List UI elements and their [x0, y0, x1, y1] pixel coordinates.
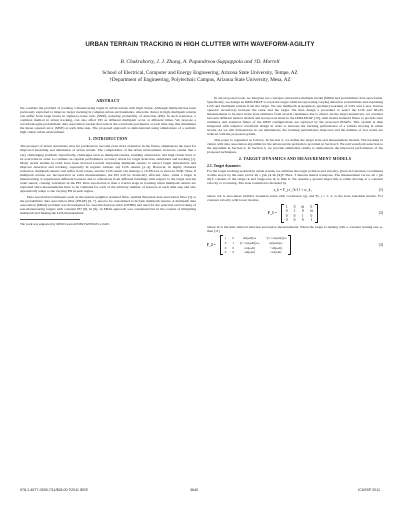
matrix-cell: 0 — [224, 241, 227, 245]
matrix-cell: 0 — [232, 250, 234, 255]
matrix-cell: 1 — [310, 218, 313, 223]
equation-2 — [207, 204, 383, 224]
page-footer — [20, 488, 380, 496]
matrix-cell: −sin(ωδt) — [269, 245, 282, 250]
matrix-cell: sin(ωδt)/ω — [242, 236, 257, 241]
matrix-cell: cos(ωδt) — [244, 245, 256, 250]
matrix-cell: 1 — [232, 241, 234, 245]
matrix-cell: 0 — [310, 213, 313, 218]
matrix-grid — [223, 235, 289, 255]
matrix-cell: sin(ωδt) — [244, 250, 255, 255]
section-2-1-heading: 2.1. Target dynamics — [207, 164, 241, 169]
right-column — [207, 96, 383, 257]
equation-3-lhs: F_2 = — [207, 243, 216, 248]
matrix-cell: 0 — [293, 204, 296, 209]
intro-paragraph-1: The prospect of urban operations, that are predicted to become even more extensive in the future, emphasizes the need for improved modeling and simulation of urban terrain. The complexities of the urban environment, however, render that a very challenging problem. Specifically, challenges such as multipath returns, building obstruction, and high clutter have to be overcome in order to continue on capable performance accuracy levels for target detection, estimation and tracking [1]. Many recent studies in radar have been devoted towards exploiting multipath returns to extract target information and improve detection and tracking, especially in regions without any LOS returns [2–4]. However, in highly cluttered scenarios, multipath returns will suffer from losses, and the LOS return can undergo a 10 dB loss or more in SNR. Thus, if multipath returns are incorporated as valid measurements, the PD will be drastically affected. Also, when a target is maneuvering, it experiences different bounces due to reflections from different buildings with respect to the target and the radar sensor, causing variations in the PD. Data association is thus a crucial stage in tracking when multipath returns are exploited since measurements have to be validated for each of the arbitrary number of bounces at each time step and also dynamically adapt to the varying PD in such region. — [20, 144, 196, 193]
matrix-cell: 1 — [301, 213, 304, 218]
affiliation-1: School of Electrical, Computer and Energy Engineering, Arizona State University, Tempe, AZ — [102, 70, 298, 76]
matrix-cell: 1 — [285, 204, 288, 209]
body-paragraph-2: This paper is organized as follows. In Section 2, we define the target state and measurement models. The tracking in clutter with data association algorithm for the urban terrain problem is provided in Section 3. We add waveform selection to the algorithm in Section 4. In Section 5, we provide simulation results to demonstrate the improved performance of the proposed techniques. — [207, 138, 383, 155]
right-bracket — [315, 204, 318, 224]
matrix-cell: 0 — [293, 218, 296, 223]
equation-3-number: (3) — [378, 243, 383, 248]
equation-2-lhs: F_1 = — [268, 211, 277, 216]
intro-paragraph-2: Data association techniques such as the nearest neighbor standard filter, optimal Bayesian data association filter [5] or the probabilistic data association filter (PDAF) [6, 7], need to be customized to include multipath returns. A multipath data association (MDA) problem was investigated for over-the-horizon-radar (OTHR) and used for the selection and tracking of non-maneuvering targets with constant PD [8]. In [9], an MDA approach was considered but in the context of mitigating multipath and finding the LOS measurement. — [20, 194, 196, 215]
body-paragraph-3: For the target tracking problem in urban terrain, we estimate the target position and velocity, given in Cartesian coordinates at time step k by the state vector xk = [xk yk ẋk ẏk]T. Here, T denotes matrix transpose. The measurement vector, zk = [rk rk̇]T, consists of the range rk and range-rate ṙk at time k. We assume a ground target that is either moving at a constant velocity or is turning. The state transition is modeled by — [207, 169, 383, 186]
abstract-heading: ABSTRACT — [96, 98, 120, 103]
matrix-cell: cos(ωδt) — [270, 250, 282, 255]
left-column — [20, 96, 196, 226]
matrix-cell: −(1−cos(ωδt))/ω — [265, 236, 287, 241]
matrix-cell: 0 — [232, 236, 234, 241]
matrix-cell: 0 — [232, 245, 234, 250]
matrix-cell: (1−cos(ωδt))/ω — [239, 241, 260, 245]
body-paragraph-5: where δt is the time interval between successive measurements. When the target is turning with a constant turning rate ω, then [11] — [207, 225, 383, 234]
body-paragraph-1: In our proposed work, we integrate two concepts, interactive multiple model (IMM) and probabilistic data association. Specifically, we design an IMM-PDAF to track the target while incorporating varying detection probabilities and exploiting LOS and multipath returns from the target. We use multipath propagation, geometry-learning of LOS and a new bounce operator recursively between the radar and the target. We then design a procedure to select the LOS and NLOS measurements to be used in the state estimator from several candidates due to clutter. As the target maneuvers, we consider between different motion models and incorporate them in the IMM-PDAF [10], with model standard filters to provide state estimates and standard filters of the IMM configurations are replaced by the proposed PDAFs. This system is then integrated with adaptive waveform design in order to increase the tracking performance of a vehicle moving in urban terrain. As we will demonstrate in our simulations, the tracking performance improves and the number of lost tracks are reduced with the proposed system. — [207, 96, 383, 137]
matrix-cell: δt — [301, 204, 305, 209]
matrix-cell: 0 — [224, 250, 227, 255]
matrix-cell: 0 — [301, 218, 304, 223]
introduction-heading: 1. INTRODUCTION — [88, 136, 128, 142]
footnote-rule — [20, 219, 80, 220]
matrix-cell: 0 — [224, 245, 227, 250]
right-bracket — [288, 235, 291, 255]
equation-1-body: x_k = F_j x_{k-1} + w_k , — [273, 187, 313, 192]
equation-1-number: (1) — [378, 187, 383, 192]
footer-conference: ICASSP 2011 — [358, 488, 380, 492]
matrix-cell: 0 — [285, 213, 288, 218]
matrix-cell: 0 — [301, 209, 304, 214]
section-2-heading: 2. TARGET DYNAMICS AND MEASUREMENT MODELS — [238, 156, 352, 162]
equation-3-matrix — [220, 235, 292, 255]
body-paragraph-4: where wk is zero-mean additive Gaussian noise with covariance Qj, and Fj, j = 1, 2, is the state transition matrix. For constant velocity with lower motion, — [207, 193, 383, 202]
funding-footnote: The work was supported by MURI Grant AFOSR FA9550-05-1-0443. — [20, 221, 110, 226]
author-list: B. Chakraborty, J. J. Zhang, A. Papandreou-Suppappola and †D. Morrell — [120, 59, 280, 65]
equation-3 — [207, 235, 383, 255]
footer-page-number: 3640 — [190, 488, 198, 492]
abstract-text: We consider the problem of tracking a maneuvering target in urban terrain with high clutter. Although multipath has been previously exploited to improve target tracking in complex urban environments, when the clutter is high, multipath returns can suffer from large losses in signal-to-noise ratio (SNR), reducing probability of detection (PD). In such scenarios, a common method in urban tracking, can also affect PD as different multipath occur at different times. We propose a waveform-agile probabilistic data association tracker that selects the waveform parameters at each time step that minimizes the mean squared error (MSE) at each time step. The proposed approach is demonstrated using simulations of a realistic high clutter urban environment. — [20, 106, 196, 135]
matrix-cell: 0 — [285, 209, 288, 214]
matrix-grid — [284, 204, 315, 224]
equation-1 — [207, 188, 383, 192]
paper-title: URBAN TERRAIN TRACKING IN HIGH CLUTTER WITH WAVEFORM-AGILITY — [85, 41, 315, 48]
matrix-cell: sin(ωδt)/ω — [269, 241, 283, 245]
matrix-cell: 1 — [224, 236, 227, 241]
matrix-cell: δt — [310, 209, 313, 214]
affiliation-2: †Department of Engineering, Polytechnic Campus, Arizona State University, Mesa, AZ — [109, 77, 291, 83]
matrix-cell: 0 — [293, 213, 296, 218]
matrix-cell: 0 — [285, 218, 288, 223]
equation-2-number: (2) — [378, 211, 383, 216]
matrix-cell: 1 — [293, 209, 296, 214]
equation-2-matrix — [281, 204, 318, 224]
matrix-cell: 0 — [310, 204, 313, 209]
footer-copyright: 978-1-4577-0539-7/11/$26.00 ©2011 IEEE — [20, 488, 89, 492]
